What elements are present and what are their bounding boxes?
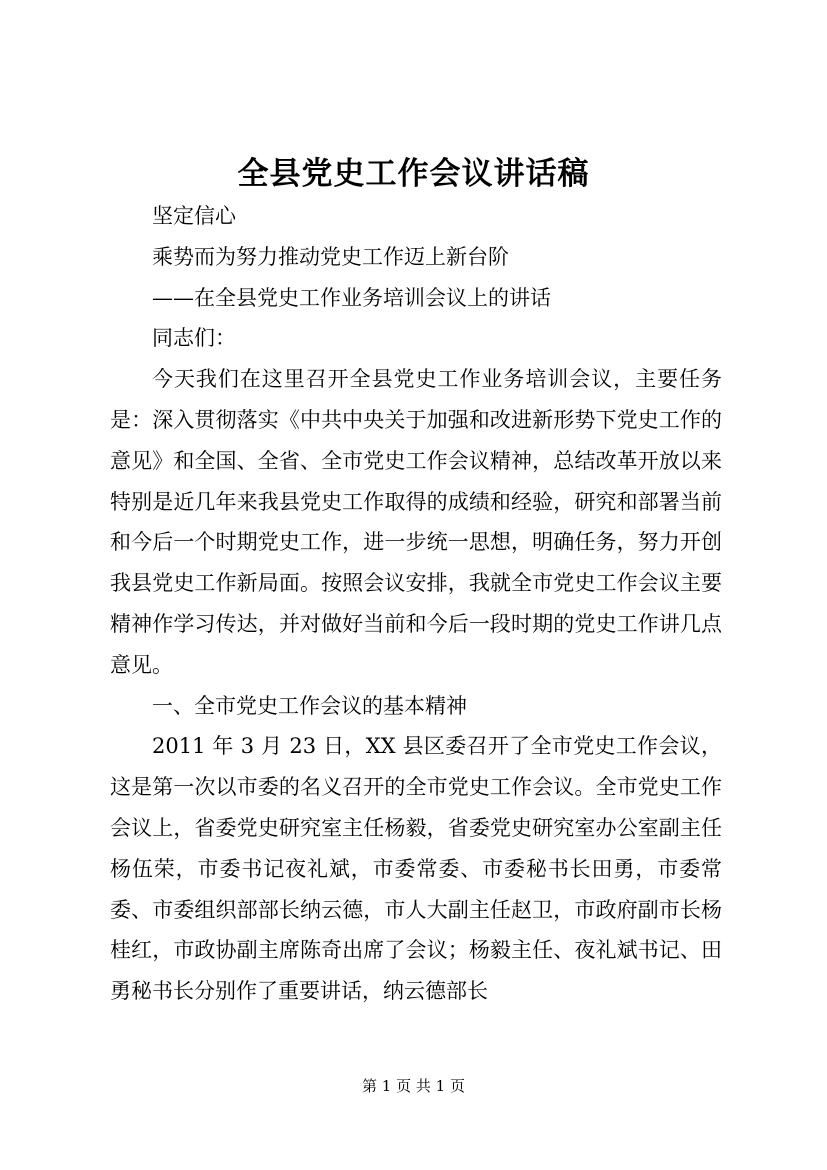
document-body — [110, 196, 722, 1012]
paragraph-meeting: 2011 年 3 月 23 日，XX 县区委召开了全市党史工作会议，这是第一次以市委的名义召开的全市党史工作会议。全市党史工作会议上，省委党史研究室主任杨毅，省委党史研究室办公室副主任杨伍荣，市委书记夜礼斌，市委常委、市委秘书长田勇，市委常委、市委组织部部长纳云德，市人大副主任赵卫，市政府副市长杨桂红，市政协副主席陈奇出席了会议；杨毅主任、夜礼斌书记、田勇秘书长分别作了重要讲话，纳云德部长 — [110, 734, 722, 1004]
section-heading-1: 一、全市党史工作会议的基本精神 — [152, 693, 467, 718]
subtitle-line-1: 坚定信心 — [152, 204, 236, 228]
salutation: 同志们： — [152, 326, 236, 351]
subtitle-line-2: 乘势而为努力推动党史工作迈上新台阶 — [152, 244, 509, 269]
page-footer: 第 1 页 共 1 页 — [362, 1077, 465, 1095]
subtitle-line-3: ——在全县党史工作业务培训会议上的讲话 — [152, 285, 551, 310]
paragraph-intro: 今天我们在这里召开全县党史工作业务培训会议，主要任务是：深入贯彻落实《中共中央关于加强和改进新形势下党史工作的意见》和全国、全省、全市党史工作会议精神，总结改革开放以来特别是近几年来我县党史工作取得的成绩和经验，研究和部署当前和今后一个时期党史工作，进一步统一思想，明确任务，努力开创我县党史工作新局面。按照会议安排，我就全市党史工作会议主要精神作学习传达，并对做好当前和今后一段时期的党史工作讲几点意见。 — [110, 367, 722, 677]
document-title: 全县党史工作会议讲话稿 — [237, 156, 590, 192]
